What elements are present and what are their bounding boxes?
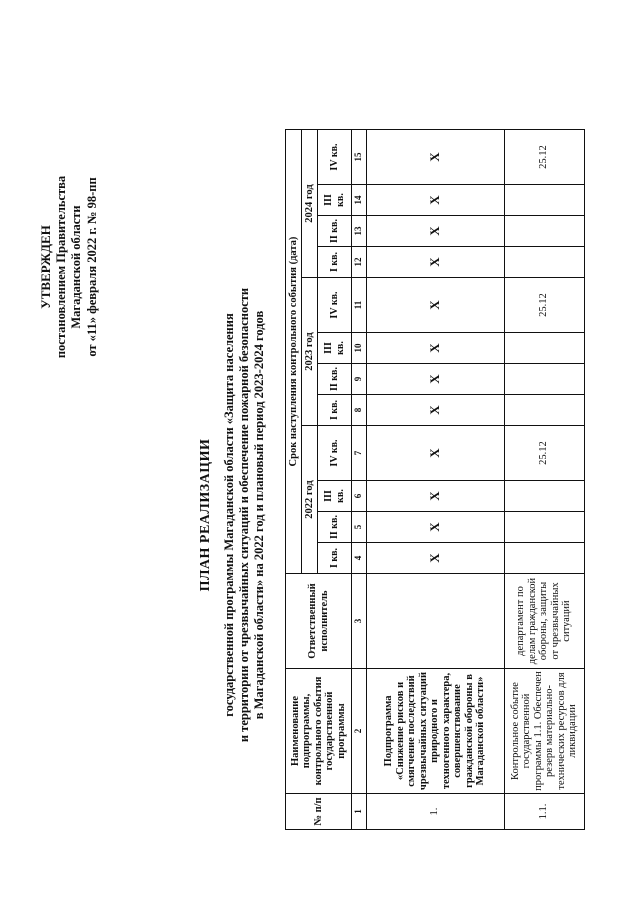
- row-number: 1.: [366, 794, 504, 830]
- quarter-header: IV кв.: [318, 130, 352, 185]
- row-executor: [366, 574, 504, 669]
- quarter-header: II кв.: [318, 512, 352, 543]
- quarter-cell: [504, 364, 584, 395]
- col-header-deadline: Срок наступления контрольного события (дата): [286, 130, 302, 574]
- approval-heading: УТВЕРЖДЕН: [38, 225, 53, 309]
- subtitle-line-3: в Магаданской области» на 2022 год и плановый период 2023-2024 годов: [252, 310, 266, 720]
- quarter-cell: [504, 395, 584, 426]
- quarter-header: I кв.: [318, 395, 352, 426]
- quarter-cell: X: [366, 247, 504, 278]
- table-row: [504, 130, 584, 830]
- year-header-2022: 2022 год: [302, 426, 318, 574]
- year-header-2023: 2023 год: [302, 278, 318, 426]
- quarter-cell: X: [366, 278, 504, 333]
- subprogram-name: Подпрограмма «Снижение рисков и смягчение последствий чрезвычайных ситуаций природного и техногенного характера, совершенствование гражданской обороны в Магаданской области»: [366, 669, 504, 794]
- quarter-header: II кв.: [318, 364, 352, 395]
- subtitle-line-1: государственной программы Магаданской области «Защита населения: [222, 313, 236, 717]
- approval-line-2: постановлением Правительства: [53, 175, 68, 359]
- control-event-name: Контрольное событие государственной программы 1.1. Обеспечен резерв материально-технических ресурсов для ликвидации: [504, 669, 584, 794]
- row-number: 1.1.: [504, 794, 584, 830]
- quarter-cell: X: [366, 216, 504, 247]
- quarter-header: II кв.: [318, 216, 352, 247]
- approval-line-3: Магаданской области: [69, 205, 83, 329]
- quarter-cell: 25.12: [504, 278, 584, 333]
- column-number-row: [352, 130, 367, 830]
- quarter-header: III кв.: [318, 333, 352, 364]
- header-row-1: [286, 130, 302, 830]
- column-number: 6: [352, 481, 367, 512]
- row-executor: департамент по делам гражданской обороны, защиты от чрезвычайных ситуаций: [504, 574, 584, 669]
- year-header-2024: 2024 год: [302, 130, 318, 278]
- approval-stamp: [38, 97, 100, 437]
- quarter-header: IV кв.: [318, 278, 352, 333]
- subtitle-line-2: и территории от чрезвычайных ситуаций и обеспечение пожарной безопасности: [237, 287, 251, 743]
- quarter-cell: X: [366, 481, 504, 512]
- column-number: 15: [352, 130, 367, 185]
- quarter-cell: [504, 333, 584, 364]
- column-number: 8: [352, 395, 367, 426]
- column-number: 5: [352, 512, 367, 543]
- quarter-cell: [504, 512, 584, 543]
- quarter-cell: X: [366, 333, 504, 364]
- quarter-header: I кв.: [318, 543, 352, 574]
- quarter-cell: [504, 481, 584, 512]
- column-number: 9: [352, 364, 367, 395]
- quarter-header: IV кв.: [318, 426, 352, 481]
- column-number: 14: [352, 185, 367, 216]
- col-header-name: Наименование подпрограммы, контрольного события государственной программы: [286, 669, 352, 794]
- quarter-cell: 25.12: [504, 130, 584, 185]
- col-header-num: № п/п: [286, 794, 352, 830]
- column-number: 1: [352, 794, 367, 830]
- quarter-cell: X: [366, 512, 504, 543]
- column-number: 2: [352, 669, 367, 794]
- column-number: 7: [352, 426, 367, 481]
- quarter-cell: 25.12: [504, 426, 584, 481]
- column-number: 3: [352, 574, 367, 669]
- quarter-cell: X: [366, 543, 504, 574]
- quarter-header: III кв.: [318, 185, 352, 216]
- document-subtitle: [222, 225, 267, 805]
- quarter-header: III кв.: [318, 481, 352, 512]
- table-row: [366, 130, 504, 830]
- column-number: 11: [352, 278, 367, 333]
- col-header-executor: Ответственный исполнитель: [286, 574, 352, 669]
- column-number: 13: [352, 216, 367, 247]
- quarter-cell: [504, 543, 584, 574]
- document-title: ПЛАН РЕАЛИЗАЦИИ: [198, 438, 213, 592]
- quarter-cell: [504, 247, 584, 278]
- column-number: 4: [352, 543, 367, 574]
- quarter-cell: X: [366, 364, 504, 395]
- implementation-plan-table: [285, 129, 585, 830]
- quarter-cell: X: [366, 426, 504, 481]
- column-number: 12: [352, 247, 367, 278]
- quarter-header: I кв.: [318, 247, 352, 278]
- column-number: 10: [352, 333, 367, 364]
- quarter-cell: X: [366, 395, 504, 426]
- quarter-cell: [504, 185, 584, 216]
- quarter-cell: X: [366, 130, 504, 185]
- approval-line-4: от «11» февраля 2022 г. № 98-пп: [84, 177, 99, 357]
- quarter-cell: [504, 216, 584, 247]
- quarter-cell: X: [366, 185, 504, 216]
